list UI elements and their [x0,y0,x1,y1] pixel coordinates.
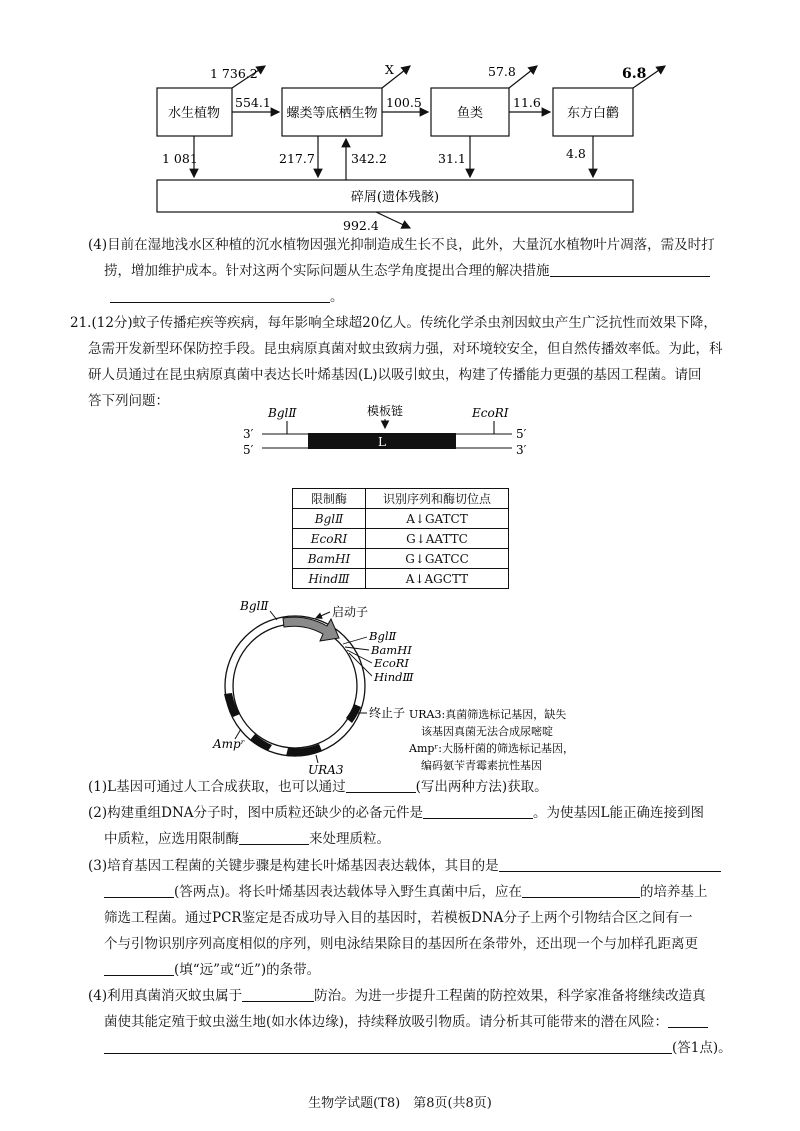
enzyme-name: BglⅡ [293,509,366,529]
table-header-sequence: 识别序列和酶切位点 [366,489,509,509]
site-hindiii-pointer [349,653,372,676]
benthic-label: 螺类等底栖生物 [286,106,378,121]
plasmid-bgl-top-label: BglⅡ [240,599,269,613]
plasmid-note-line4: 编码氨苄青霉素抗性基因 [421,759,542,772]
table-row [293,509,509,529]
q3-line3: 筛选工程菌。通过PCR鉴定是否成功导入目的基因时，若模板DNA分子上两个引物结合区之间有一 [104,910,693,926]
top-left-end: 3′ [243,427,254,441]
q3-answer-blank-b[interactable] [104,883,174,898]
gene-l-diagram [0,400,800,462]
q3-answer-blank-c[interactable] [522,883,640,898]
q3-text-f: (填“远”或“近”)的条带。 [174,962,321,978]
table-header-row [293,489,509,509]
q2-text-b: 。为使基因L能正确连接到图 [533,805,704,821]
table-row [293,549,509,569]
q2-text-d: 来处理质粒。 [309,831,390,847]
q21-intro-line3: 研人员通过在昆虫病原真菌中表达长叶烯基因(L)以吸引蚊虫，构建了传播能力更强的基因工程菌。请回 [88,367,702,383]
q20-4-answer-blank-a[interactable] [550,262,710,277]
top-right-end: 5′ [516,427,527,441]
plasmid-inner-ring [233,624,357,748]
enzyme-sequence: A↓GATCT [366,509,509,529]
q4-text-a: (4)利用真菌消灭蚊虫属于 [88,988,243,1004]
q2-line2 [104,826,390,852]
bottom-right-end: 3′ [516,443,527,457]
detritus-label: 碎屑(遗体残骸) [350,190,440,205]
fish-to-detritus-value: 31.1 [438,151,466,166]
benthic-to-detritus-value: 217.7 [279,151,315,166]
q1-text-a: (1)L基因可通过人工合成获取，也可以通过 [88,779,346,795]
plasmid-diagram [0,596,800,780]
q21-intro-line1: 21.(12分)蚊子传播疟疾等疾病，每年影响全球超20亿人。传统化学杀虫剂因蚊虫产生广泛抗性而效果下降， [70,315,717,331]
q2-answer-blank-b[interactable] [239,830,309,845]
table-row [293,529,509,549]
plants-to-detritus-value: 1 081 [162,151,198,166]
q1-line [88,774,548,800]
q4-answer-blank-a[interactable] [242,987,314,1002]
q3-line2 [104,879,708,905]
template-strand-label: 模板链 [366,404,404,418]
ura3-label: URA3 [308,763,344,777]
detritus-to-benthic-value: 342.2 [351,151,387,166]
q20-4-line1: (4)目前在湿地浅水区种植的沉水植物因强光抑制造成生长不良，此外，大量沉水植物叶片凋落，需及时打 [88,237,715,253]
q4-text-d: (答1点)。 [672,1040,732,1056]
q20-4-line2 [104,258,710,284]
q4-line2 [104,1009,708,1035]
site-hindiii-label: HindⅢ [374,670,414,684]
q1-answer-blank[interactable] [346,778,416,793]
q21-intro-line2: 急需开发新型环保防控手段。昆虫病原真菌对蚊虫致病力强，对环境较安全，但自然传播效率低。为此，科 [88,341,723,357]
q3-text-c: 的培养基上 [640,884,708,900]
enzyme-sequence: G↓GATCC [366,549,509,569]
q20-4-line3 [110,284,344,310]
q2-answer-blank-a[interactable] [423,804,533,819]
amp-label: Ampʳ [213,737,245,751]
plants-label: 水生植物 [167,106,221,121]
plasmid-note-line3: Ampʳ:大肠杆菌的筛选标记基因， [409,742,574,755]
plasmid-note-line2: 该基因真菌无法合成尿嘧啶 [421,725,553,738]
q2-text-c: 中质粒，应选用限制酶 [104,831,239,847]
bgl-site-label: BglⅡ [268,406,297,420]
q3-text-b: (答两点)。将长叶烯基因表达载体导入野生真菌中后，应在 [174,884,523,900]
site-ecori-label: EcoRⅠ [374,656,409,670]
fish-to-stork-value: 11.6 [513,95,541,110]
plants-out-value: 1 736.2 [210,66,258,81]
page-footer: 生物学试题(T8) 第8页(共8页) [308,1096,492,1111]
amp-block [224,693,240,717]
q3-line4: 个与引物识别序列高度相似的序列，则电泳结果除目的基因所在条带外，还出现一个与加样孔距离更 [104,936,698,952]
q2-text-a: (2)构建重组DNA分子时，图中质粒还缺少的必备元件是 [88,805,424,821]
plants-to-benthic-value: 554.1 [235,95,271,110]
benthic-out-value: X [385,62,394,77]
site-bamhi-pointer [345,647,369,650]
enzyme-sequence: G↓AATTC [366,529,509,549]
q21-intro-line4: 答下列问题： [88,393,169,409]
enzyme-name: BamHⅠ [293,549,366,569]
q20-4-end: 。 [330,289,344,305]
site-ecori-pointer [347,650,372,663]
bgl-top-pointer [270,611,277,620]
q3-line5 [104,957,320,983]
q3-text-a: (3)培育基因工程菌的关键步骤是构建长叶烯基因表达载体，其目的是 [88,858,499,874]
restriction-enzyme-table [292,488,509,589]
fish-label: 鱼类 [456,106,484,121]
stork-out-value: 6.8 [622,66,647,82]
table-row [293,569,509,589]
q3-answer-blank-d[interactable] [104,961,174,976]
q4-text-b: 防治。为进一步提升工程菌的防控效果，科学家准备将继续改造真 [314,988,706,1004]
stork-to-detritus-value: 4.8 [566,146,586,161]
detritus-out-value: 992.4 [343,218,379,233]
bottom-left-end: 5′ [243,443,254,457]
enzyme-name: HindⅢ [293,569,366,589]
detritus-out-arrow [376,212,410,228]
q4-line1 [88,983,706,1009]
ura3-block [286,744,322,757]
ura3-pointer [316,755,318,763]
q4-line3 [104,1035,732,1061]
enzyme-sequence: A↓AGCTT [366,569,509,589]
promoter-block [283,617,339,641]
q1-text-b: (写出两种方法)获取。 [415,779,548,795]
ecori-site-label: EcoRⅠ [472,406,509,420]
enzyme-name: EcoRⅠ [293,529,366,549]
food-web-diagram [0,0,800,240]
plasmid-note-line1: URA3:真菌筛选标记基因，缺失 [409,708,567,721]
terminator-label: 终止子 [369,706,406,720]
q3-line1 [88,853,721,879]
plasmid-outer-ring [225,616,365,756]
q4-text-c: 菌使其能定殖于蚊虫滋生地(如水体边缘)，持续释放吸引物质。请分析其可能带来的潜在风险： [104,1014,669,1030]
q4-answer-blank-b[interactable] [668,1013,708,1028]
promoter-label: 启动子 [332,605,369,619]
fish-out-value: 57.8 [488,64,516,79]
q2-line1 [88,800,704,826]
site-bamhi-label: BamHⅠ [371,643,412,657]
q3-answer-blank-a[interactable] [499,857,721,872]
table-header-enzyme: 限制酶 [293,489,366,509]
q20-4-answer-blank-b[interactable] [110,288,330,303]
site-bgl-label: BglⅡ [369,629,397,643]
gene-l-label: L [378,435,386,449]
benthic-to-fish-value: 100.5 [386,95,422,110]
stork-label: 东方白鹳 [566,106,620,121]
promoter-pointer [316,612,330,618]
q4-answer-blank-c[interactable] [104,1039,672,1054]
q20-4-line2-text: 捞，增加维护成本。针对这两个实际问题从生态学角度提出合理的解决措施 [104,263,550,279]
